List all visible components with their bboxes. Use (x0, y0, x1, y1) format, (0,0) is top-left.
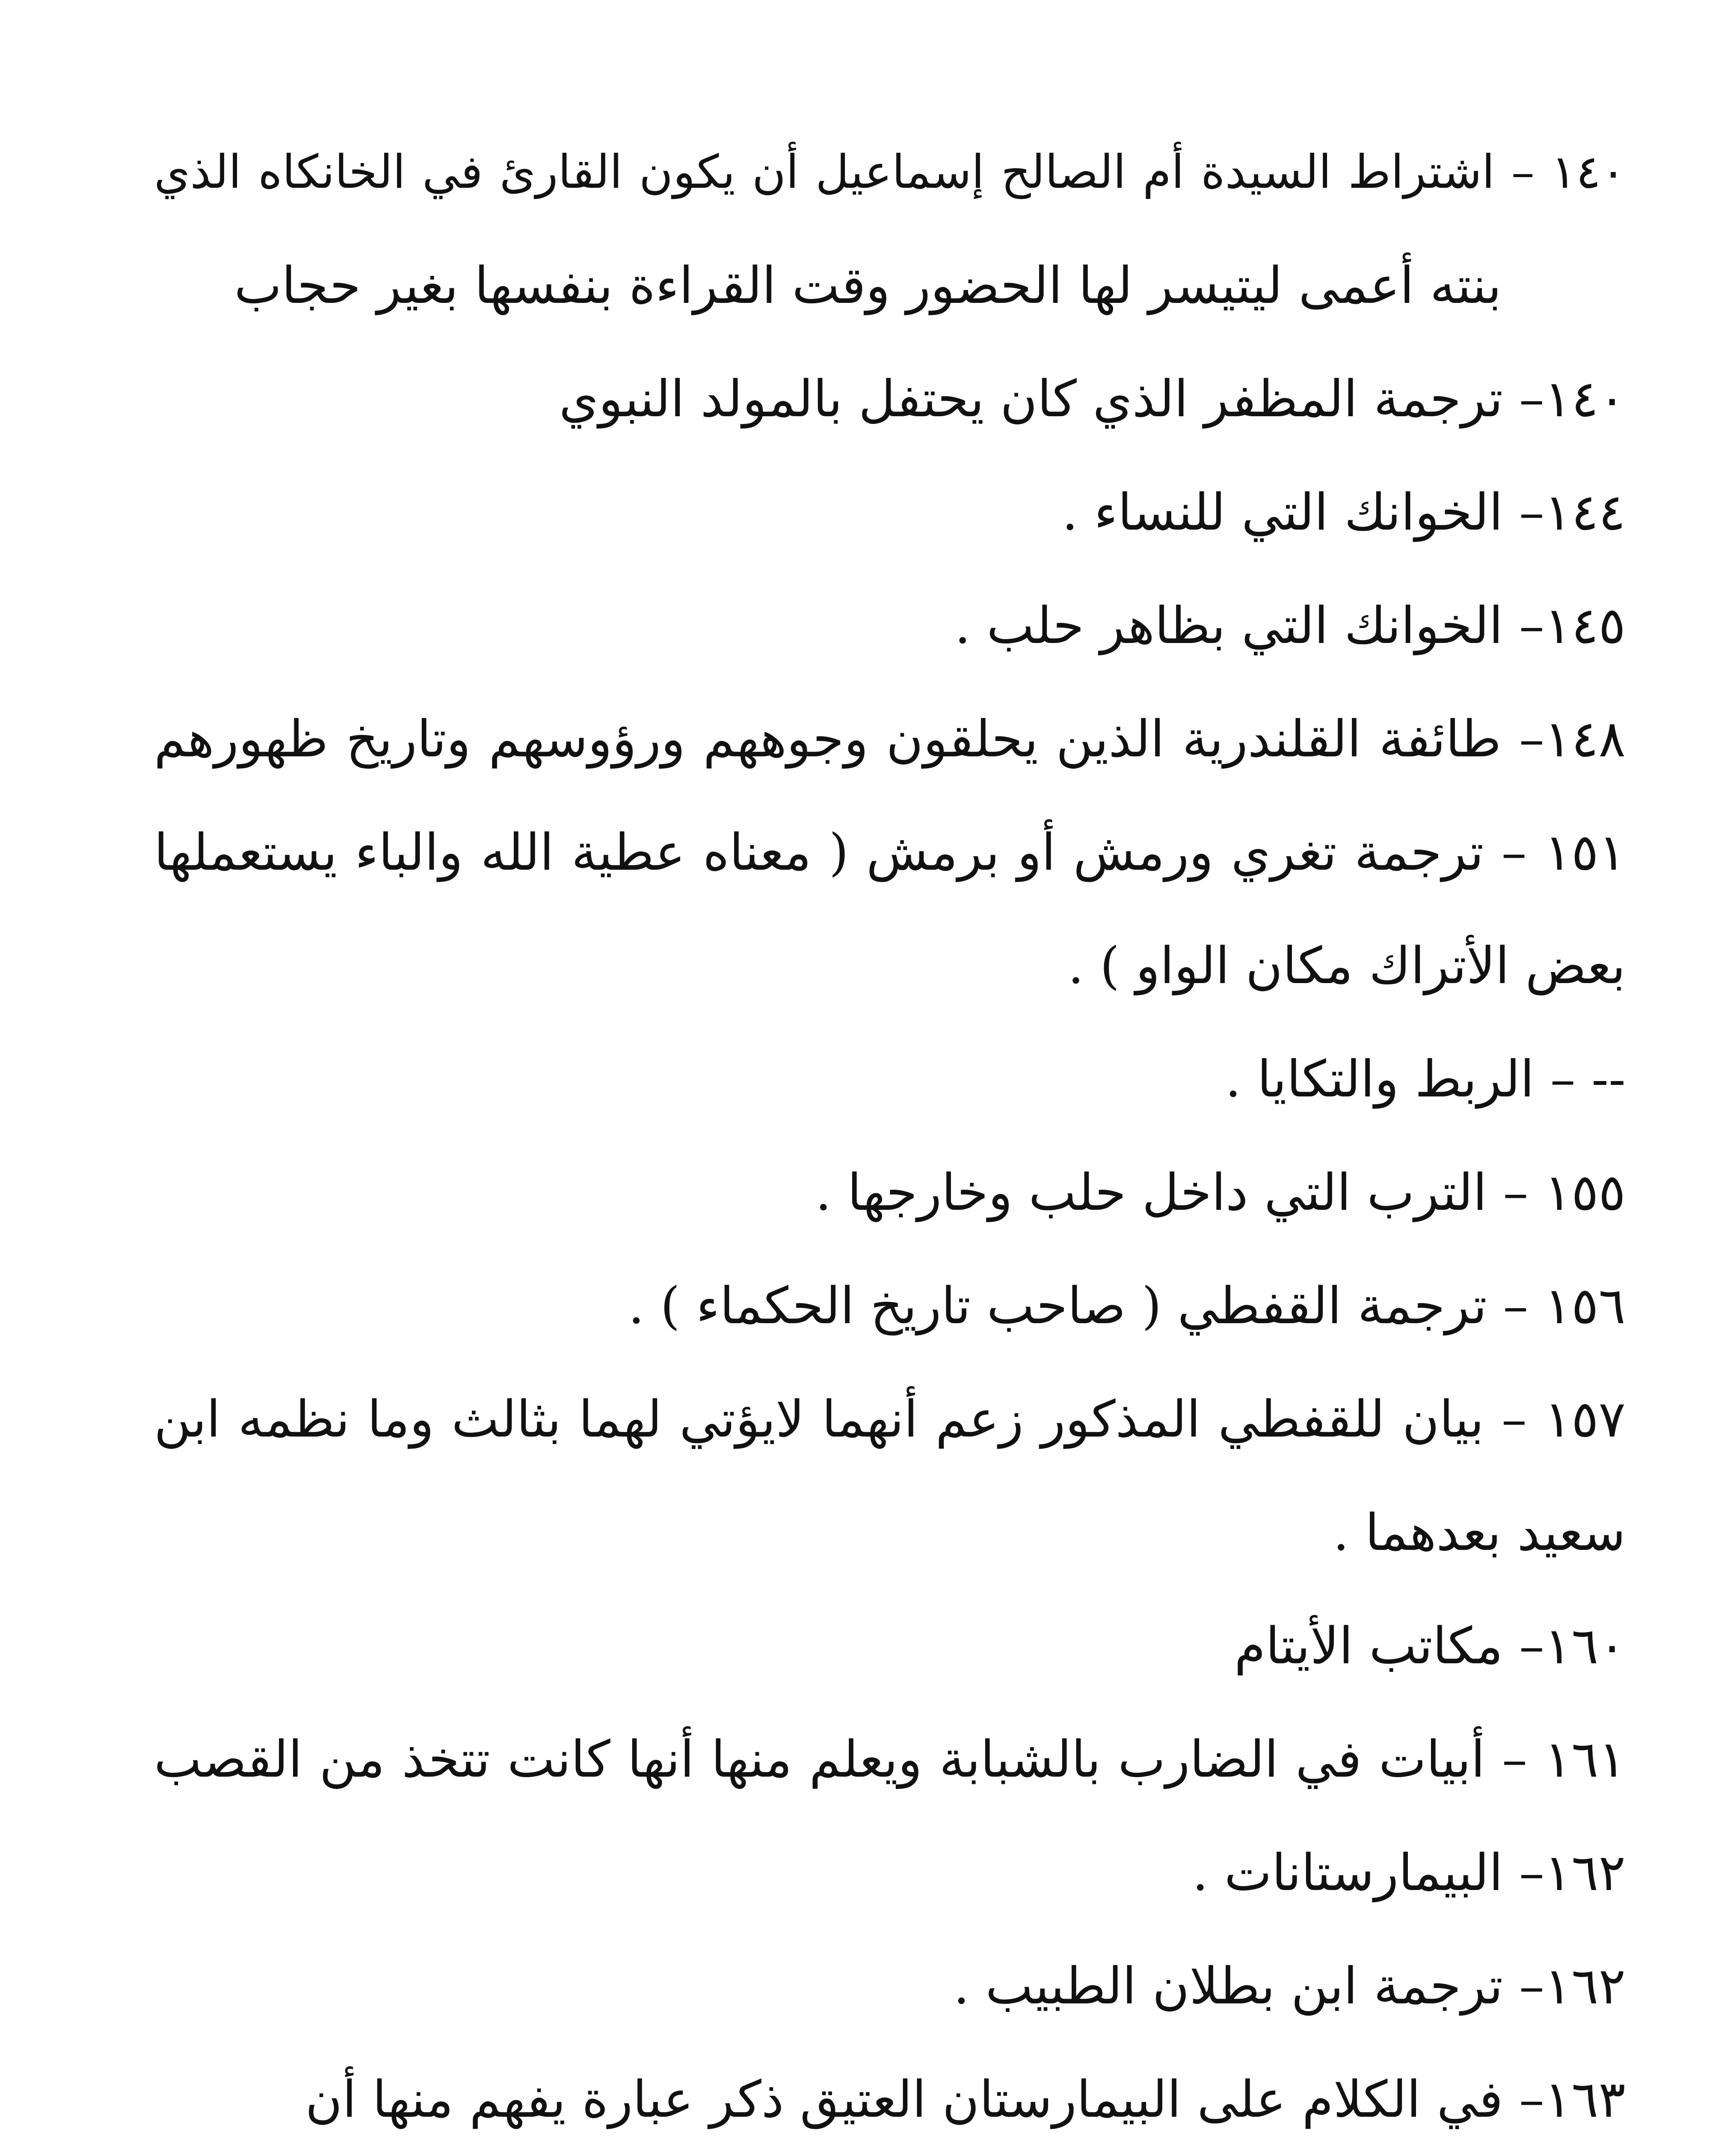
entry-line-155: ١٥٥ – الترب التي داخل حلب وخارجها . (815, 1163, 1626, 1222)
entry-line-161: ١٦١ – أبيات في الضارب بالشبابة ويعلم منها أنها كانت تتخذ من القصب (154, 1730, 1626, 1789)
entry-continuation-151: بعض الأتراك مكان الواو ) . (1068, 936, 1626, 995)
entry-line-162b: ١٦٢– ترجمة ابن بطلان الطبيب . (953, 1956, 1626, 2015)
entry-line-144: ١٤٤– الخوانك التي للنساء . (1062, 483, 1626, 542)
entry-line-151: ١٥١ – ترجمة تغري ورمش أو برمش ( معناه عطية الله والباء يستعملها (154, 823, 1626, 882)
entry-line-145: ١٤٥– الخوانك التي بظاهر حلب . (954, 596, 1626, 655)
entry-line-156: ١٥٦ – ترجمة القفطي ( صاحب تاريخ الحكماء ) . (628, 1276, 1626, 1335)
entry-continuation-157: سعيد بعدهما . (1333, 1503, 1626, 1562)
entry-line-163: ١٦٣– في الكلام على البيمارستان العتيق ذكر عبارة يفهم منها أن (305, 2070, 1626, 2129)
entry-line-140b: ١٤٠– ترجمة المظفر الذي كان يحتفل بالمولد النبوي (559, 369, 1626, 428)
index-entries (154, 116, 1626, 2139)
entry-line-162a: ١٦٢– البيمارستانات . (1192, 1843, 1626, 1902)
entry-line-ribat: -- – الربط والتكايا . (1225, 1049, 1626, 1108)
entry-line-140a: ١٤٠ – اشتراط السيدة أم الصالح إسماعيل أن يكون القارئ في الخانكاه الذي (154, 145, 1626, 199)
entry-line-157: ١٥٧ – بيان للقفطي المذكور زعم أنهما لايؤتي لهما بثالث وما نظمه ابن (154, 1389, 1626, 1449)
entry-line-148: ١٤٨– طائفة القلندرية الذين يحلقون وجوههم ورؤوسهم وتاريخ ظهورهم (154, 709, 1626, 768)
entry-line-160: ١٦٠– مكاتب الأيتام (1234, 1616, 1626, 1675)
entry-continuation-140a: بنته أعمى ليتيسر لها الحضور وقت القراءة بنفسها بغير حجاب (234, 256, 1502, 315)
